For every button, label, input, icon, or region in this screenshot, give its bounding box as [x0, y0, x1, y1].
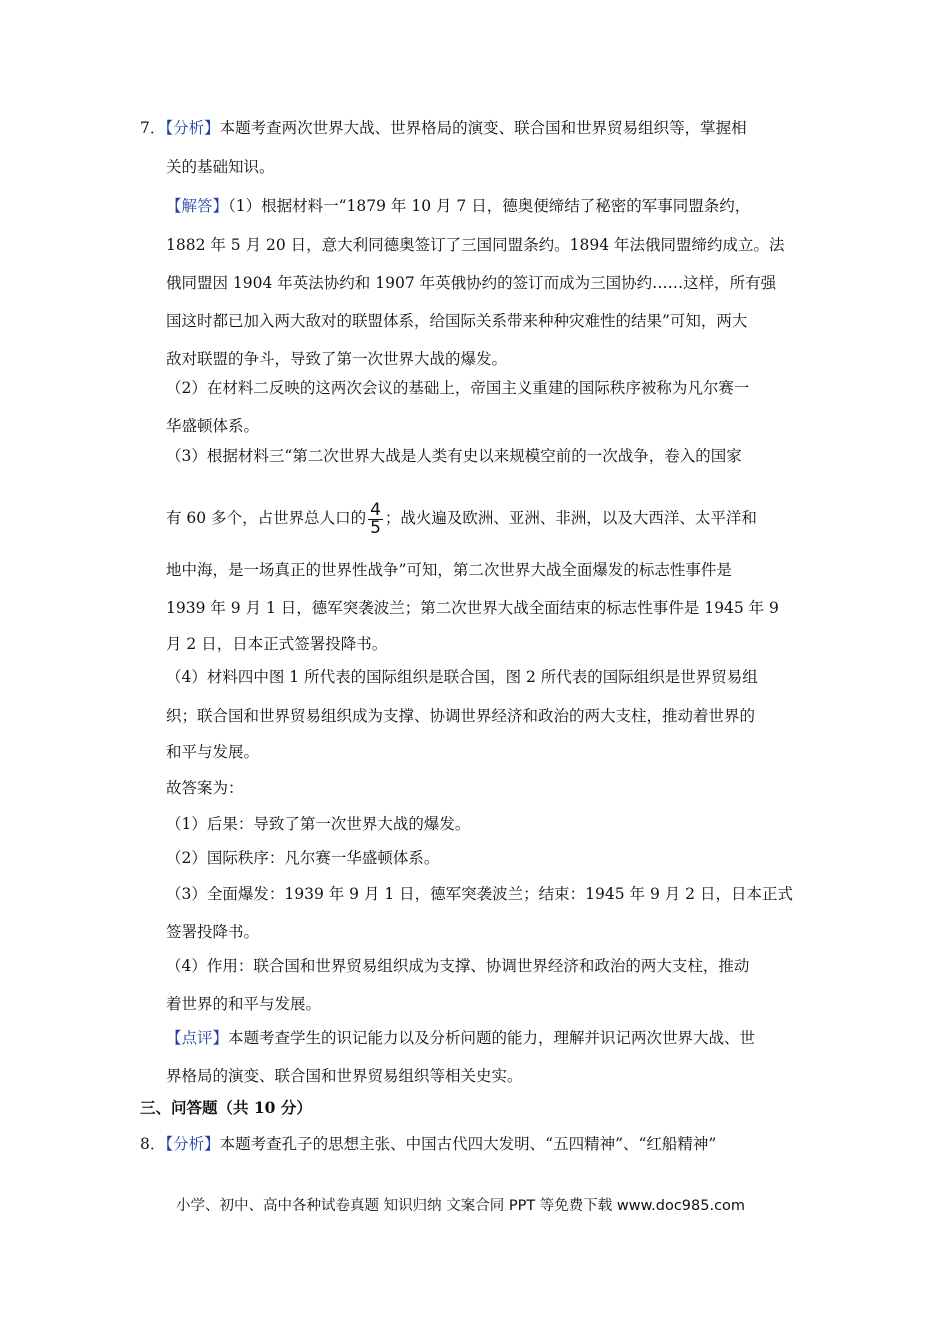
q8-number: 8．: [140, 1135, 166, 1153]
q7-part3-line1: （3）根据材料三“第二次世界大战是人类有史以来规模空前的一次战争，卷入的国家: [166, 447, 742, 465]
answer-intro: 故答案为：: [166, 779, 244, 797]
q8-analysis-line1: 8．【分析】本题考查孔子的思想主张、中国古代四大发明、“五四精神”、“红船精神”: [140, 1135, 717, 1153]
q7-part4-line2: 织；联合国和世界贸易组织成为支撑、协调世界经济和政治的两大支柱，推动着世界的: [166, 707, 756, 725]
comment-line2: 界格局的演变、联合国和世界贸易组织等相关史实。: [166, 1067, 523, 1085]
q7-answer-line5: 敌对联盟的争斗，导致了第一次世界大战的爆发。: [166, 350, 508, 368]
q7-part2-line1: （2）在材料二反映的这两次会议的基础上，帝国主义重建的国际秩序被称为凡尔赛一: [166, 379, 750, 397]
q7-part3-line5: 月 2 日，日本正式签署投降书。: [166, 635, 388, 653]
q7-analysis-line2: 关的基础知识。: [166, 158, 275, 176]
comment-line1: 【点评】本题考查学生的识记能力以及分析问题的能力，理解并识记两次世界大战、世: [166, 1029, 756, 1047]
answer-item-4-line2: 着世界的和平与发展。: [166, 995, 322, 1013]
q7-part3-line3: 地中海，是一场真正的世界性战争”可知，第二次世界大战全面爆发的标志性事件是: [166, 561, 732, 579]
footer-text: 小学、初中、高中各种试卷真题 知识归纳 文案合同 PPT 等免费下载 www.doc985.com: [176, 1198, 746, 1214]
q7-part3-line4: 1939 年 9 月 1 日，德军突袭波兰；第二次世界大战全面结束的标志性事件是 1945 年 9: [166, 599, 779, 617]
q7-analysis-line1: 7．【分析】本题考查两次世界大战、世界格局的演变、联合国和世界贸易组织等，掌握相: [140, 119, 747, 137]
answer-item-3-line1: （3）全面爆发：1939 年 9 月 1 日，德军突袭波兰；结束：1945 年 9 月 2 日，日本正式: [166, 885, 793, 903]
q7-part3-line2: 有 60 多个，占世界总人口的 $\frac{4}{5}$ ；战火遍及欧洲、亚洲、非洲，以及大西洋、太平洋和: [166, 499, 757, 538]
q7-answer-line1: 【解答】（1）根据材料一“1879 年 10 月 7 日，德奥便缔结了秘密的军事同盟条约，: [166, 197, 751, 215]
q7-part4-line3: 和平与发展。: [166, 743, 260, 761]
analysis-tag: 【分析】: [165, 1135, 220, 1153]
q7-answer-line2: 1882 年 5 月 20 日，意大利同德奥签订了三国同盟条约。1894 年法俄同盟缔约成立。法: [166, 236, 785, 254]
q7-answer-line3: 俄同盟因 1904 年英法协约和 1907 年英俄协约的签订而成为三国协约……这样，所有强: [166, 274, 777, 292]
q7-answer-line4: 国这时都已加入两大敌对的联盟体系，给国际关系带来种种灾难性的结果”可知，两大: [166, 312, 748, 330]
fraction-four-fifths: $\frac{4}{5}$: [370, 499, 381, 538]
answer-item-3-line2: 签署投降书。: [166, 923, 260, 941]
section-heading: 三、问答题（共 10 分）: [140, 1098, 312, 1117]
analysis-tag: 【分析】: [165, 119, 220, 137]
answer-item-1: （1）后果：导致了第一次世界大战的爆发。: [166, 815, 471, 833]
answer-tag: 【解答】: [166, 197, 229, 215]
answer-item-4-line1: （4）作用：联合国和世界贸易组织成为支撑、协调世界经济和政治的两大支柱，推动: [166, 957, 750, 975]
comment-tag: 【点评】: [166, 1029, 229, 1047]
q7-part4-line1: （4）材料四中图 1 所代表的国际组织是联合国，图 2 所代表的国际组织是世界贸易组: [166, 668, 758, 686]
answer-item-2: （2）国际秩序：凡尔赛一华盛顿体系。: [166, 849, 440, 867]
q7-part2-line2: 华盛顿体系。: [166, 417, 260, 435]
q7-number: 7．: [140, 119, 166, 137]
